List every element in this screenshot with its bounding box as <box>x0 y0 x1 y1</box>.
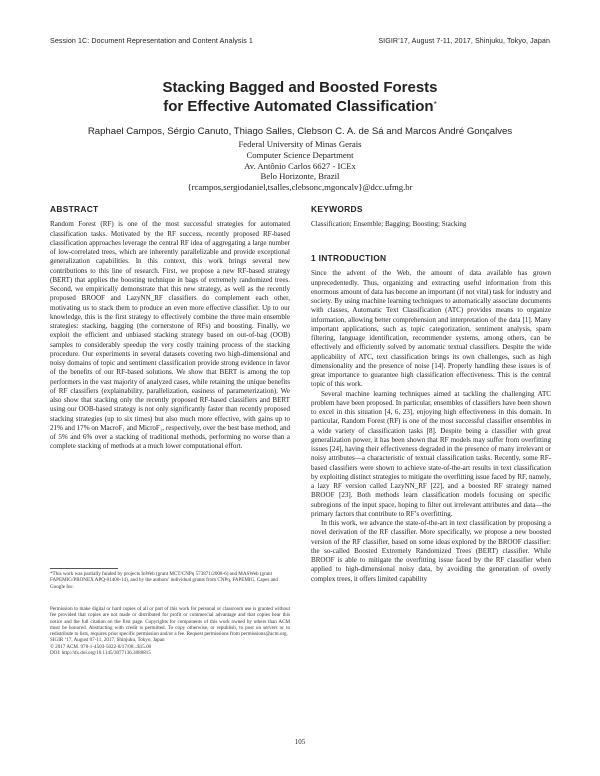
copyright-line: © 2017 ACM. 978-1-4503-5022-8/17/08...$15.00 <box>50 643 152 650</box>
footnote-rule <box>50 568 118 569</box>
affiliation-department: Computer Science Department <box>246 149 354 160</box>
affiliation-street: Av. Antônio Carlos 6627 - ICEx <box>244 160 356 171</box>
title-line-1: Stacking Bagged and Boosted Forests <box>162 79 438 96</box>
intro-paragraph-1: Since the advent of the Web, the amount of data available has grown unprecedentedly. Thus, organizing and extracting useful information from this enormous amount of data has become an important (if not vital) task for industry and society. By using machine learning techniques to automatically associate documents with classes, Automatic Text Classification (ATC) provides means to organize information, allowing better comprehension and interpretation of the data [1]. Many important applications, such as topic categorization, sentiment analysis, spam filtering, language identification, recommender systems, among others, can be effectively and efficiently solved by automatic textual classifiers. Despite the wide applicability of ATC, text classification brings its own challenges, such as high dimensionality and the presence of noise [14]. Properly handling these issues is of great importance to guarantee high classification effectiveness. This is the central topic of this work. <box>311 269 551 389</box>
permission-block <box>50 606 290 656</box>
abstract-section <box>50 205 290 452</box>
venue-line: SIGIR ’17, August 07-11, 2017, Shinjuku, Tokyo, Japan <box>50 637 165 644</box>
abstract-heading: ABSTRACT <box>50 204 99 214</box>
affiliation-university: Federal University of Minas Gerais <box>238 139 362 149</box>
introduction-section <box>311 254 551 584</box>
title-footnote-mark: * <box>433 100 437 109</box>
permission-notice: Permission to make digital or hard copies of all or part of this work for personal or classroom use is granted without fee provided that copies are not made or distributed for profit or commercial advantage and that copies bear this notice and the full citation on the first page. Copyrights for components of this work owned by others than ACM must be honored. Abstracting with credit is permitted. To copy otherwise, or republish, to post on servers or to redistribute to lists, requires prior specific permission and/or a fee. Request permissions from permissions@acm.org. <box>50 606 290 638</box>
running-header-right: SIGIR’17, August 7-11, 2017, Shinjuku, Tokyo, Japan <box>378 37 550 45</box>
author-list: Raphael Campos, Sérgio Canuto, Thiago Salles, Clebson C. A. de Sá and Marcos André Gonçalves <box>87 126 513 137</box>
keywords-section <box>311 205 551 230</box>
title-line-2-text: for Effective Automated Classification <box>163 98 434 115</box>
introduction-heading: 1 INTRODUCTION <box>311 253 387 263</box>
running-header-left: Session 1C: Document Representation and Content Analysis 1 <box>50 37 253 45</box>
affiliation-city: Belo Horizonte, Brazil <box>260 171 340 182</box>
affiliation-emails: {rcampos,sergiodaniel,tsalles,clebsonc,mgoncalv}@dcc.ufmg.br <box>187 182 413 193</box>
intro-paragraph-2: Several machine learning techniques aimed at tackling the challenging ATC problem have been proposed. In particular, ensembles of classifiers have been shown to excel in this situation [4, 6, 23], enjoying high effectiveness in this domain. In particular, Random Forest (RF) is one of the most successful classifier ensembles in a wide variety of classification tasks [8]. Despite being a classifier with great generalization power, it has been shown that RF models may suffer from overfitting issues [24], having their effectiveness degraded in the presence of many irrelevant or noisy attributes—a characteristic of textual classification tasks. Recently, some RF-based classifiers were shown to achieve state-of-the-art results in text classification by exploiting distinct strategies to mitigate the overfitting issue faced by RF, namely, a lazy RF version called LazyNN_RF [22], and a boosted RF strategy named BROOF [23]. Both methods learn classification models focusing on specific subregions of the input space, hoping to filter out irrelevant attributes and data—the primary factors that contribute to RF’s overfitting. <box>311 389 551 518</box>
intro-paragraph-3: In this work, we advance the state-of-the-art in text classification by proposing a novel derivation of the RF classifier. More specifically, we propose a new boosted version of the RF classifier, based on some ideas explored by the BROOF classifier: the so-called Boosted Extremely Randomized Trees (BERT) classifier. While BROOF is able to mitigate the overfitting issue faced by the RF classifier when applied to high-dimensional noisy data, by avoiding the generation of overly complex trees, it offers limited capability <box>311 519 551 583</box>
funding-footnote: *This work was partially funded by projects InWeb (grant MCT/CNPq 573871/2008-6) and MASWeb (grant FAPEMIG/PRONEX APQ-01400-14), and by the authors’ individual grants from CNPq, FAPEMIG, Capes and Google Inc. <box>50 571 278 590</box>
keywords-heading: KEYWORDS <box>311 204 363 214</box>
doi-line: DOI: http://dx.doi.org/10.1145/3077136.3080815 <box>50 650 151 657</box>
abstract-text: Random Forest (RF) is one of the most successful strategies for automated classification tasks. Motivated by the RF success, recently proposed RF-based classification approaches leverage the central RF idea of aggregating a large number of low-correlated trees, which are inherently parallelizable and provide exceptional generalization capabilities. In this context, this work brings several new contributions to this line of research. First, we propose a new RF-based strategy (BERT) that applies the boosting technique in bags of extremely randomized trees. Second, we empirically demonstrate that this new strategy, as well as the recently proposed BROOF and LazyNN_RF classifiers do complement each other, motivating us to stack them to produce an even more effective classifier. Up to our knowledge, this is the first strategy to effectively combine the three main ensemble strategies: stacking, bagging (the cornerstone of RFs) and boosting. Finally, we exploit the efficient and unbiased stacking strategy based on out-of-bag (OOB) samples to considerably speedup the very costly training process of the stacking procedure. Our experiments in several datasets covering two high-dimensional and noisy domains of topic and sentiment classification provide strong evidence in favor of the benefits of our RF-based solutions. We show that BERT is among the top performers in the vast majority of analyzed cases, while retaining the unique benefits of RF classifiers (explainability, parallelization, easiness of parameterization). We also show that stacking only the recently proposed RF-based classifiers and BERT using our OOB-based strategy is not only significantly faster than recently proposed stacking strategies (up to six times) but also much more effective, with gains up to 21% and 17% on MacroF₁ and MicroF₁, respectively, over the best base method, and of 5% and 6% over a stacking of traditional methods, performing no worse than a complete stacking of methods at a much lower computational effort. <box>50 220 290 451</box>
page-number: 105 <box>294 738 306 746</box>
paper-title <box>0 78 600 116</box>
title-line-2 <box>0 97 600 116</box>
keywords-text: Classification; Ensemble; Bagging; Boosting; Stacking <box>311 220 467 229</box>
affiliation-block <box>0 139 600 193</box>
